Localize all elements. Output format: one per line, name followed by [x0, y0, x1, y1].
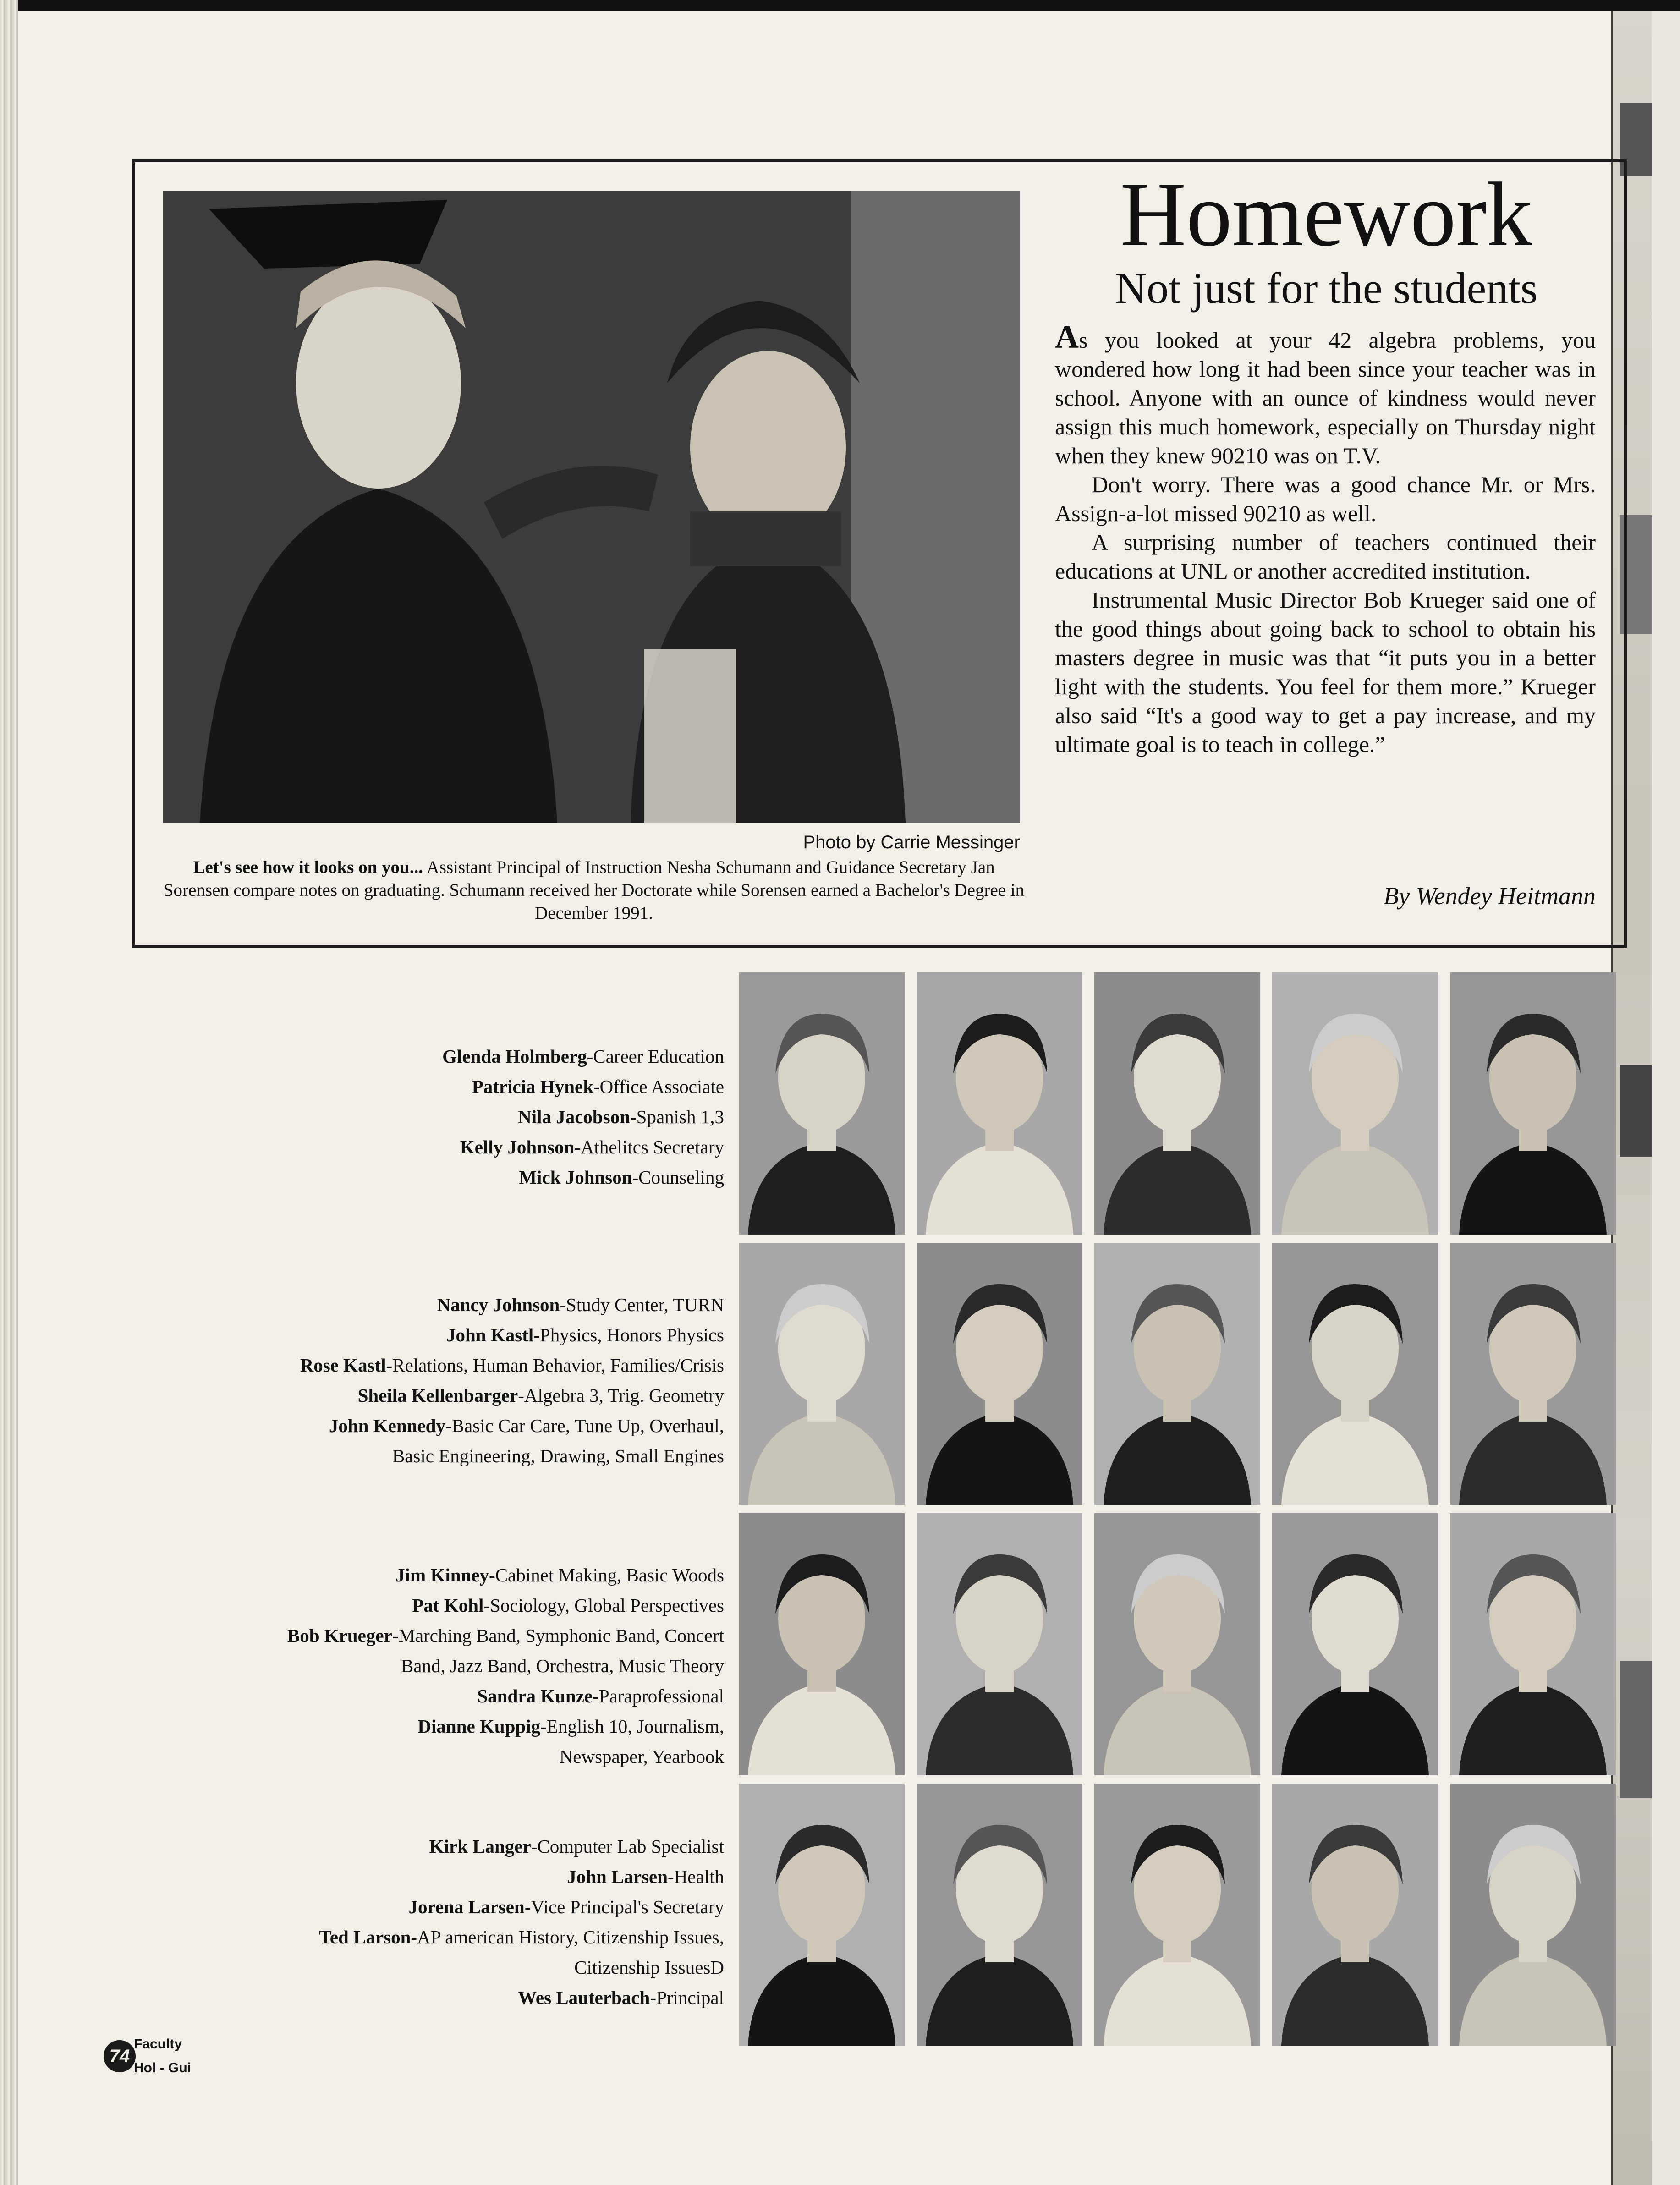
faculty-name: Nila Jacobson: [518, 1106, 630, 1127]
faculty-entry: [82, 1922, 724, 1982]
faculty-name: John Larsen: [567, 1866, 668, 1887]
faculty-role: -Athelitcs Secretary: [574, 1136, 724, 1158]
feature-subtitle: Not just for the students: [1115, 264, 1538, 313]
faculty-entry: [82, 1711, 724, 1772]
yearbook-page: [18, 11, 1652, 2185]
faculty-role: -Relations, Human Behavior, Families/Crisis: [386, 1355, 724, 1376]
article-paragraph: Instrumental Music Director Bob Krueger said one of the good things about going back to school to obtain his masters degree in music was that “it puts you in a better light with the students. You feel for them more.” Krueger also said “It's a good way to get a pay increase, and my ultimate goal is to teach in college.”: [1055, 587, 1596, 757]
folio-section: Faculty: [134, 2037, 182, 2052]
folio-range: Hol - Gui: [134, 2060, 191, 2075]
faculty-portrait: [739, 1784, 905, 2046]
faculty-role: -Counseling: [632, 1167, 724, 1188]
faculty-entry: [82, 1681, 724, 1711]
faculty-name: Bob Krueger: [287, 1625, 392, 1646]
faculty-portrait: [1450, 1513, 1616, 1775]
faculty-role: -English 10, Journalism, Newspaper, Yearbook: [540, 1716, 724, 1767]
faculty-entry: [82, 1590, 724, 1620]
faculty-portrait: [1272, 972, 1438, 1235]
faculty-portrait: [917, 1784, 1082, 2046]
faculty-entry: [82, 1071, 724, 1102]
faculty-entry: [82, 1102, 724, 1132]
faculty-entry: [82, 1132, 724, 1162]
faculty-name: Kelly Johnson: [460, 1136, 575, 1158]
faculty-name: John Kastl: [446, 1324, 534, 1345]
faculty-entry: [82, 1320, 724, 1350]
faculty-role: -Cabinet Making, Basic Woods: [489, 1565, 724, 1586]
faculty-portrait: [917, 1513, 1082, 1775]
faculty-entry: [82, 1290, 724, 1320]
faculty-list-row-3: [82, 1560, 724, 1772]
edge-mark: [1620, 1065, 1652, 1157]
faculty-entry: [82, 1380, 724, 1411]
faculty-role: -Paraprofessional: [593, 1685, 724, 1707]
page-folio: [104, 2037, 223, 2092]
caption-text: Assistant Principal of Instruction Nesha Schumann and Guidance Secretary Jan Sorensen compare notes on graduating. Schumann received her Doctorate while Sorensen earned a Bachelor's Degree in December 1991.: [163, 857, 1025, 923]
faculty-role: -Algebra 3, Trig. Geometry: [518, 1385, 724, 1406]
faculty-portrait: [1272, 1784, 1438, 2046]
faculty-portrait: [1094, 1243, 1260, 1505]
article-paragraph: Don't worry. There was a good chance Mr. or Mrs. Assign-a-lot missed 90210 as well.: [1055, 472, 1596, 526]
faculty-entry: [82, 1982, 724, 2013]
faculty-role: -Principal: [650, 1987, 724, 2008]
page-top-edge: [0, 0, 1680, 11]
feature-title: Homework: [1120, 164, 1532, 265]
faculty-portrait: [1450, 972, 1616, 1235]
photo-caption: [163, 856, 1025, 925]
faculty-entry: [82, 1892, 724, 1922]
faculty-name: Sandra Kunze: [477, 1685, 593, 1707]
faculty-name: Kirk Langer: [429, 1836, 531, 1857]
faculty-entry: [82, 1162, 724, 1192]
drop-cap: A: [1055, 318, 1079, 355]
feature-story-box: [132, 159, 1627, 948]
faculty-name: Nancy Johnson: [437, 1294, 560, 1315]
faculty-entry: [82, 1560, 724, 1590]
faculty-name: Rose Kastl: [300, 1355, 386, 1376]
faculty-role: -Sociology, Global Perspectives: [483, 1595, 724, 1616]
faculty-name: John Kennedy: [329, 1415, 445, 1436]
faculty-portrait: [1094, 972, 1260, 1235]
faculty-entry: [82, 1411, 724, 1471]
faculty-name: Dianne Kuppig: [417, 1716, 541, 1737]
faculty-portrait: [917, 972, 1082, 1235]
byline: By Wendey Heitmann: [1384, 882, 1596, 910]
faculty-role: -Physics, Honors Physics: [533, 1324, 724, 1345]
photo-credit: Photo by Carrie Messinger: [803, 832, 1020, 852]
graduation-photo: [163, 191, 1020, 823]
faculty-role: -Vice Principal's Secretary: [524, 1896, 724, 1917]
article-paragraph: A surprising number of teachers continued their educations at UNL or another accredited institution.: [1055, 529, 1596, 584]
faculty-name: Mick Johnson: [519, 1167, 632, 1188]
faculty-role: -Spanish 1,3: [630, 1106, 724, 1127]
faculty-name: Jim Kinney: [395, 1565, 489, 1586]
faculty-role: -Health: [668, 1866, 724, 1887]
faculty-name: Ted Larson: [319, 1927, 411, 1948]
faculty-role: -Computer Lab Specialist: [531, 1836, 724, 1857]
faculty-role: -Office Associate: [593, 1076, 724, 1097]
faculty-name: Wes Lauterbach: [518, 1987, 650, 2008]
faculty-list-row-1: [82, 1041, 724, 1192]
faculty-entry: [82, 1041, 724, 1071]
caption-lead: Let's see how it looks on you...: [193, 857, 423, 877]
faculty-name: Jorena Larsen: [408, 1896, 525, 1917]
faculty-list-row-2: [82, 1290, 724, 1471]
book-binding: [0, 0, 18, 2185]
faculty-portrait: [917, 1243, 1082, 1505]
faculty-name: Pat Kohl: [412, 1595, 484, 1616]
faculty-portrait: [739, 972, 905, 1235]
faculty-name: Sheila Kellenbarger: [357, 1385, 518, 1406]
faculty-name: Glenda Holmberg: [442, 1046, 587, 1067]
faculty-entry: [82, 1831, 724, 1861]
faculty-entry: [82, 1350, 724, 1380]
faculty-name: Patricia Hynek: [472, 1076, 593, 1097]
faculty-role: -Career Education: [587, 1046, 724, 1067]
feature-article: [1055, 318, 1596, 759]
article-paragraph-text: s you looked at your 42 algebra problems, you wondered how long it had been since your teacher was in school. Anyone with an ounce of kindness would never assign this much homework, especially on Thursday night when they knew 90210 was on T.V.: [1055, 327, 1596, 468]
faculty-entry: [82, 1620, 724, 1681]
faculty-role: -AP american History, Citizenship Issues, Citizenship IssuesD: [411, 1927, 724, 1978]
page-number: 74: [104, 2040, 136, 2072]
faculty-list-row-4: [82, 1831, 724, 2013]
faculty-role: -Study Center, TURN: [560, 1294, 724, 1315]
edge-mark: [1620, 1661, 1652, 1798]
faculty-portrait: [1272, 1513, 1438, 1775]
article-paragraph: [1055, 318, 1596, 470]
faculty-entry: [82, 1861, 724, 1892]
faculty-portrait: [739, 1513, 905, 1775]
faculty-role: -Marching Band, Symphonic Band, Concert Band, Jazz Band, Orchestra, Music Theory: [392, 1625, 724, 1676]
faculty-portrait: [1450, 1784, 1616, 2046]
faculty-portrait: [1272, 1243, 1438, 1505]
faculty-portrait: [1094, 1784, 1260, 2046]
faculty-portrait: [1450, 1243, 1616, 1505]
faculty-portrait: [1094, 1513, 1260, 1775]
faculty-portrait: [739, 1243, 905, 1505]
faculty-role: -Basic Car Care, Tune Up, Overhaul, Basic Engineering, Drawing, Small Engines: [392, 1415, 724, 1466]
